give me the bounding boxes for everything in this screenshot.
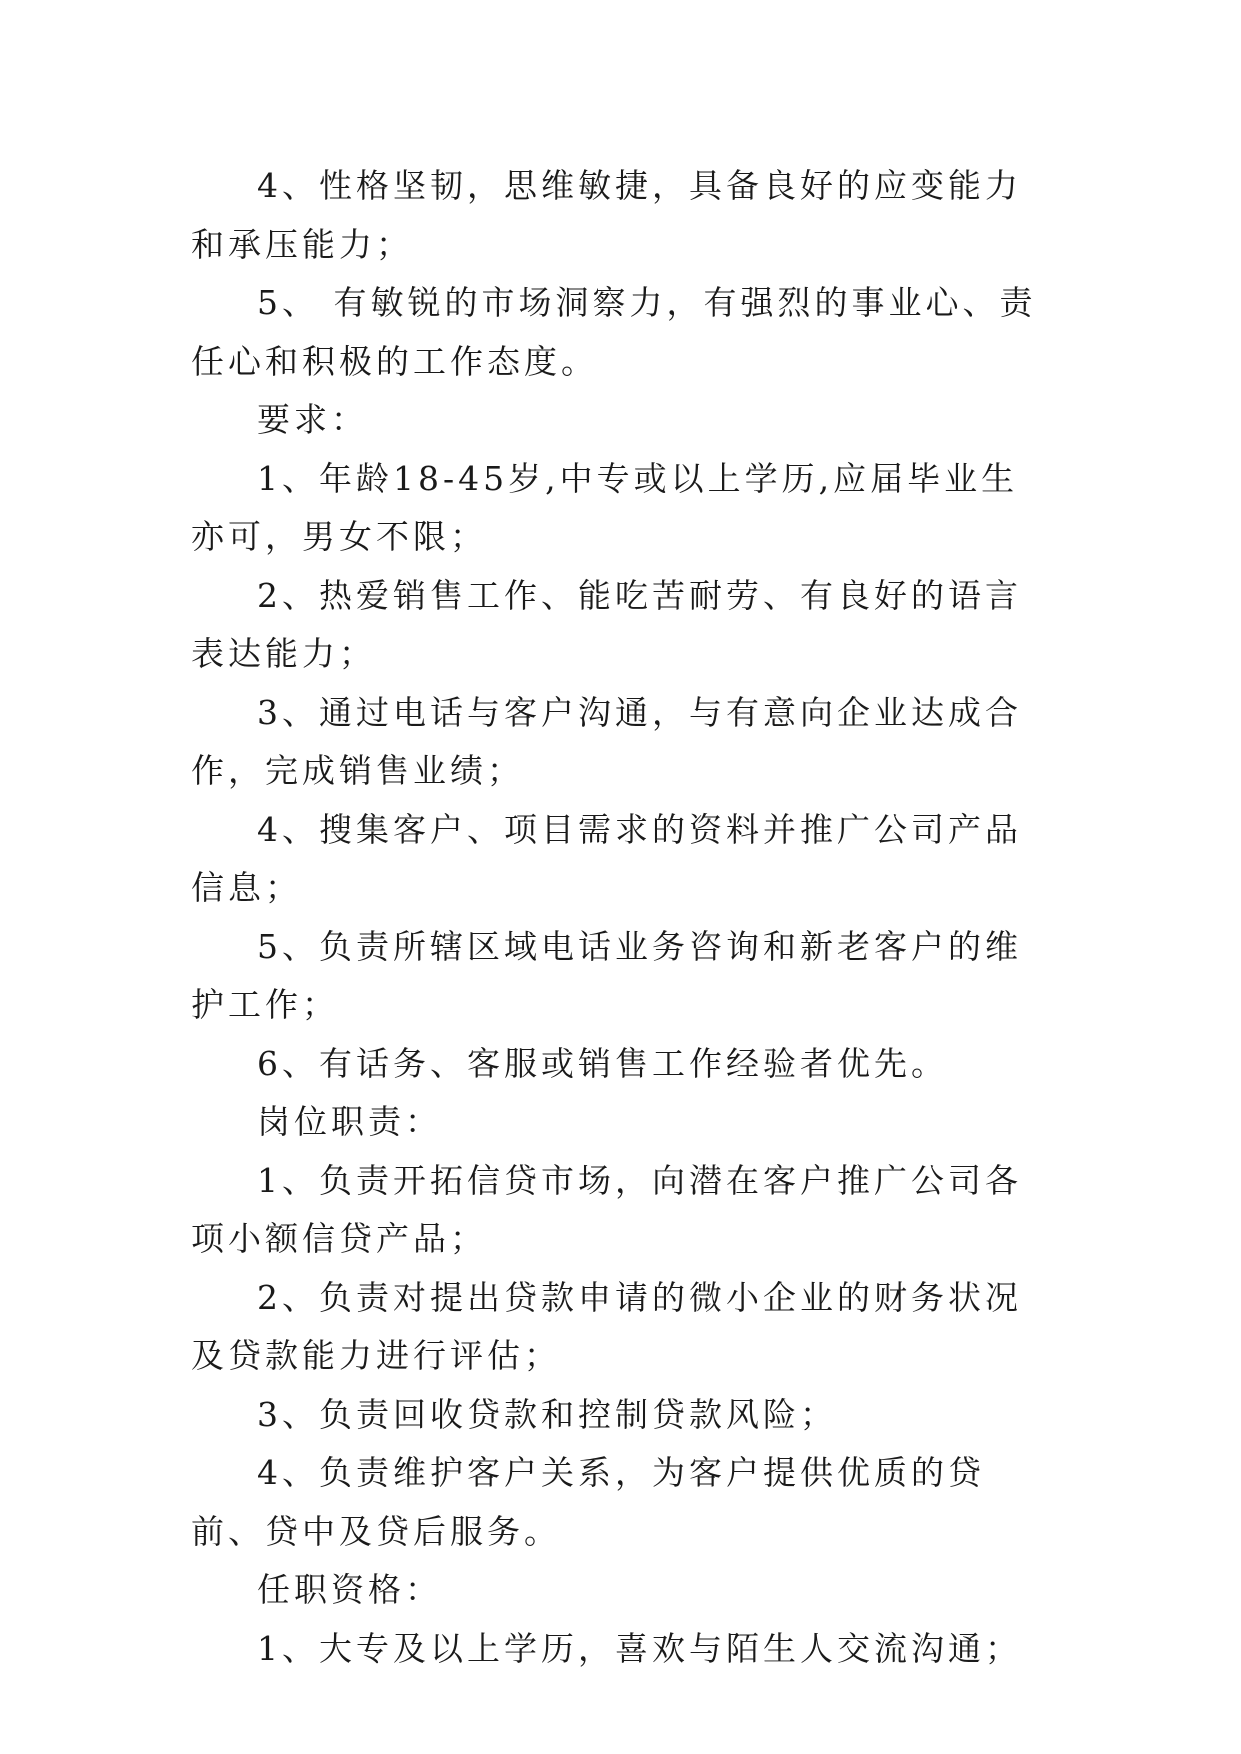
section-heading: 任职资格： — [257, 1570, 442, 1609]
paragraph: 1、负责开拓信贷市场，向潜在客户推广公司各项小额信贷产品； — [191, 1160, 1022, 1258]
paragraph: 5、负责所辖区域电话业务咨询和新老客户的维护工作； — [191, 926, 1022, 1024]
section-heading: 要求： — [257, 400, 368, 439]
section-heading: 岗位职责： — [257, 1102, 442, 1141]
paragraph: 6、有话务、客服或销售工作经验者优先。 — [257, 1043, 948, 1083]
paragraph: 3、通过电话与客户沟通，与有意向企业达成合作，完成销售业绩； — [191, 692, 1022, 790]
paragraph: 1、大专及以上学历，喜欢与陌生人交流沟通； — [257, 1628, 1022, 1668]
paragraph: 2、热爱销售工作、能吃苦耐劳、有良好的语言表达能力； — [191, 575, 1022, 673]
paragraph: 4、搜集客户、项目需求的资料并推广公司产品信息； — [191, 809, 1022, 907]
paragraph: 1、年龄18-45岁,中专或以上学历,应届毕业生亦可，男女不限； — [191, 458, 1019, 556]
paragraph: 5、 有敏锐的市场洞察力，有强烈的事业心、责任心和积极的工作态度。 — [191, 283, 1037, 381]
paragraph: 4、性格坚韧，思维敏捷，具备良好的应变能力和承压能力； — [191, 166, 1022, 264]
paragraph: 2、负责对提出贷款申请的微小企业的财务状况及贷款能力进行评估； — [191, 1277, 1022, 1375]
paragraph: 4、负责维护客户关系，为客户提供优质的贷前、贷中及贷后服务。 — [191, 1453, 985, 1551]
paragraph: 3、负责回收贷款和控制贷款风险； — [257, 1394, 837, 1434]
document-body — [191, 157, 1051, 1678]
